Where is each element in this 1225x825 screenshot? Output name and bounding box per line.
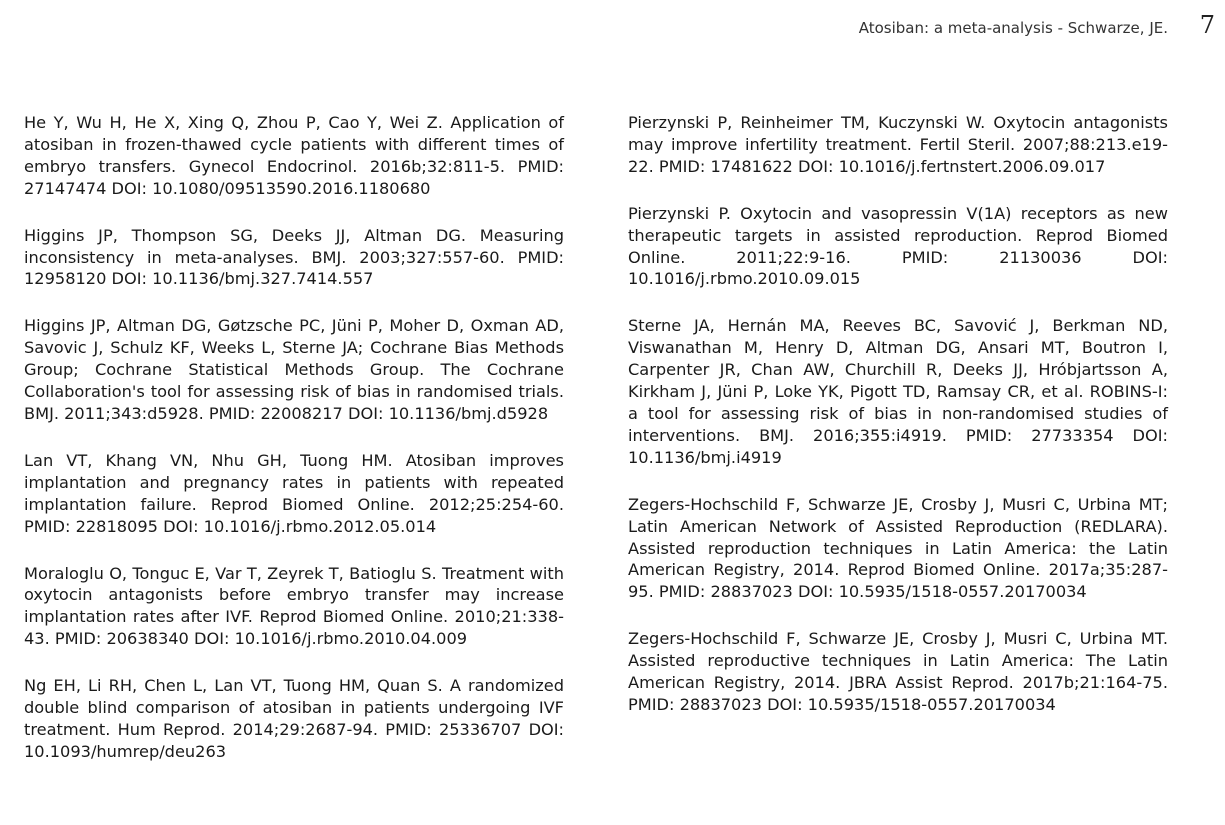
reference-entry: Pierzynski P, Reinheimer TM, Kuczynski W. Oxytocin antagonists may improve infertility treatment. Fertil Steril. 2007;88:213.e19-22. PMID: 17481622 DOI: 10.1016/j.fertnstert.2006.09.017 (628, 113, 1168, 176)
reference-entry: Higgins JP, Altman DG, Gøtzsche PC, Jüni P, Moher D, Oxman AD, Savovic J, Schulz KF, Weeks L, Sterne JA; Cochrane Bias Methods Group; Cochrane Statistical Methods Group. The Cochrane Collaboration's tool for assessing risk of bias in randomised trials. BMJ. 2011;343:d5928. PMID: 22008217 DOI: 10.1136/bmj.d5928 (24, 316, 564, 423)
reference-entry: He Y, Wu H, He X, Xing Q, Zhou P, Cao Y, Wei Z. Application of atosiban in frozen-thawed cycle patients with different times of embryo transfers. Gynecol Endocrinol. 2016b;32:811-5. PMID: 27147474 DOI: 10.1080/09513590.2016.1180680 (24, 113, 564, 198)
reference-entry: Moraloglu O, Tonguc E, Var T, Zeyrek T, Batioglu S. Treatment with oxytocin antagonists before embryo transfer may increase implantation rates after IVF. Reprod Biomed Online. 2010;21:338-43. PMID: 20638340 DOI: 10.1016/j.rbmo.2010.04.009 (24, 563, 564, 649)
reference-entry: Pierzynski P. Oxytocin and vasopressin V(1A) receptors as new therapeutic targets in assisted reproduction. Reprod Biomed Online. 2011;22:9-16. PMID: 21130036 DOI: 10.1016/j.rbmo.2010.09.015 (628, 203, 1168, 289)
reference-column-left (24, 112, 564, 788)
reference-entry: Higgins JP, Thompson SG, Deeks JJ, Altman DG. Measuring inconsistency in meta-analyses. BMJ. 2003;327:557-60. PMID: 12958120 DOI: 10.1136/bmj.327.7414.557 (24, 225, 564, 289)
reference-entry: Zegers-Hochschild F, Schwarze JE, Crosby J, Musri C, Urbina MT. Assisted reproductive techniques in Latin America: The Latin American Registry, 2014. JBRA Assist Reprod. 2017b;21:164-75. PMID: 28837023 DOI: 10.5935/1518-0557.20170034 (628, 629, 1168, 714)
reference-entry: Zegers-Hochschild F, Schwarze JE, Crosby J, Musri C, Urbina MT; Latin American Network of Assisted Reproduction (REDLARA). Assisted reproduction techniques in Latin America: the Latin American Registry, 2014. Reprod Biomed Online. 2017a;35:287-95. PMID: 28837023 DOI: 10.5935/1518-0557.20170034 (628, 494, 1168, 602)
page-header (0, 10, 1225, 46)
reference-entry: Lan VT, Khang VN, Nhu GH, Tuong HM. Atosiban improves implantation and pregnancy rates in patients with repeated implantation failure. Reprod Biomed Online. 2012;25:254-60. PMID: 22818095 DOI: 10.1016/j.rbmo.2012.05.014 (24, 450, 564, 536)
reference-column-right (628, 112, 1168, 741)
running-title: Atosiban: a meta-analysis - Schwarze, JE. (858, 19, 1168, 37)
page-number: 7 (1199, 11, 1215, 39)
reference-entry: Sterne JA, Hernán MA, Reeves BC, Savović J, Berkman ND, Viswanathan M, Henry D, Altman DG, Ansari MT, Boutron I, Carpenter JR, Chan AW, Churchill R, Deeks JJ, Hróbjartsson A, Kirkham J, Jüni P, Loke YK, Pigott TD, Ramsay CR, et al. ROBINS-I: a tool for assessing risk of bias in non-randomised studies of interventions. BMJ. 2016;355:i4919. PMID: 27733354 DOI: 10.1136/bmj.i4919 (628, 316, 1168, 467)
reference-entry: Ng EH, Li RH, Chen L, Lan VT, Tuong HM, Quan S. A randomized double blind comparison of atosiban in patients undergoing IVF treatment. Hum Reprod. 2014;29:2687-94. PMID: 25336707 DOI: 10.1093/humrep/deu263 (24, 676, 564, 761)
